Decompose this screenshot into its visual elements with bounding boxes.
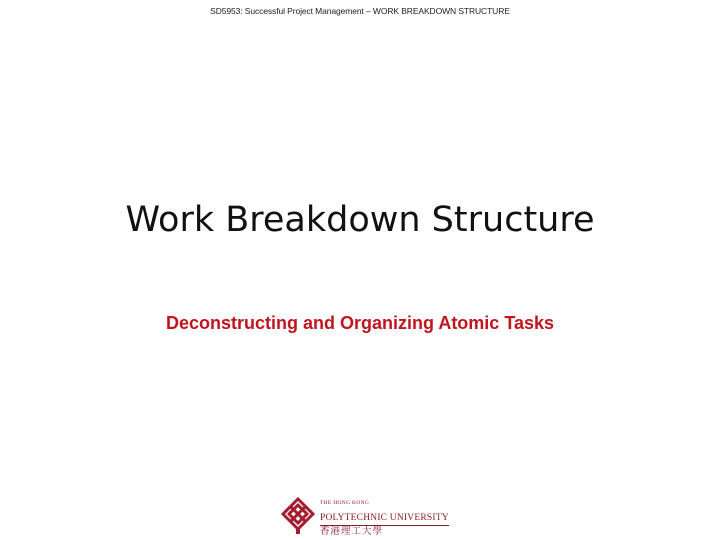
logo-text	[320, 500, 450, 539]
polyu-emblem-icon	[280, 496, 316, 536]
slide-header: SD5953: Successful Project Management – WORK BREAKDOWN STRUCTURE	[210, 6, 510, 16]
slide-subtitle: Deconstructing and Organizing Atomic Tasks	[165, 313, 555, 333]
university-logo	[280, 496, 450, 538]
logo-line-2: POLYTECHNIC UNIVERSITY	[320, 513, 449, 526]
slide-title: Work Breakdown Structure	[125, 200, 595, 240]
logo-line-3: 香港理工大學	[320, 527, 384, 537]
logo-line-1: THE HONG KONG	[320, 500, 370, 506]
